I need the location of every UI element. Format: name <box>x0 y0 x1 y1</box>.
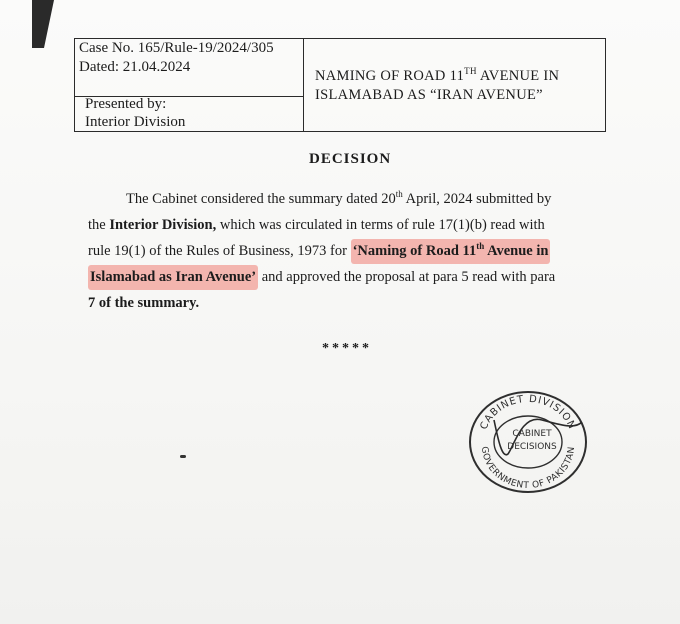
case-info-cell <box>75 39 304 131</box>
highlight-road-name: ‘Naming of Road 11th Avenue in <box>351 239 551 264</box>
stamp-center-line-2: DECISIONS <box>507 442 557 452</box>
body-line-2: the Interior Division, which was circulated in terms of rule 17(1)(b) read with <box>88 217 545 233</box>
case-number: Case No. 165/Rule-19/2024/305 <box>79 40 274 56</box>
subject-line-1: NAMING OF ROAD 11TH AVENUE IN <box>315 66 560 84</box>
body-line-4: Islamabad as Iran Avenue’ and approved the proposal at para 5 read with para <box>88 264 648 290</box>
ink-dot <box>180 455 186 458</box>
cabinet-division-stamp-icon <box>462 384 592 494</box>
case-date: Dated: 21.04.2024 <box>79 59 191 75</box>
subject-line-2: ISLAMABAD AS “IRAN AVENUE” <box>315 87 543 103</box>
corner-mark <box>32 0 54 48</box>
decision-body <box>88 186 648 316</box>
separator-stars: ***** <box>322 341 372 356</box>
stamp-center-line-1: CABINET <box>512 429 552 439</box>
decision-heading: DECISION <box>309 151 392 167</box>
stamp-bottom-text: GOVERNMENT OF PAKISTAN <box>478 445 578 492</box>
stamp-top-text: CABINET DIVISION <box>478 393 578 432</box>
subject-title <box>315 67 559 105</box>
presented-by-value: Interior Division <box>85 114 186 130</box>
body-line-1: The Cabinet considered the summary dated 20th April, 2024 submitted by <box>126 189 552 207</box>
presented-by-label: Presented by: <box>85 96 167 112</box>
highlight-iran-avenue: Islamabad as Iran Avenue’ <box>88 265 258 290</box>
body-line-5: 7 of the summary. <box>88 295 200 311</box>
header-box <box>74 38 606 132</box>
body-line-3: rule 19(1) of the Rules of Business, 1973 for ‘Naming of Road 11th Avenue in <box>88 238 648 264</box>
